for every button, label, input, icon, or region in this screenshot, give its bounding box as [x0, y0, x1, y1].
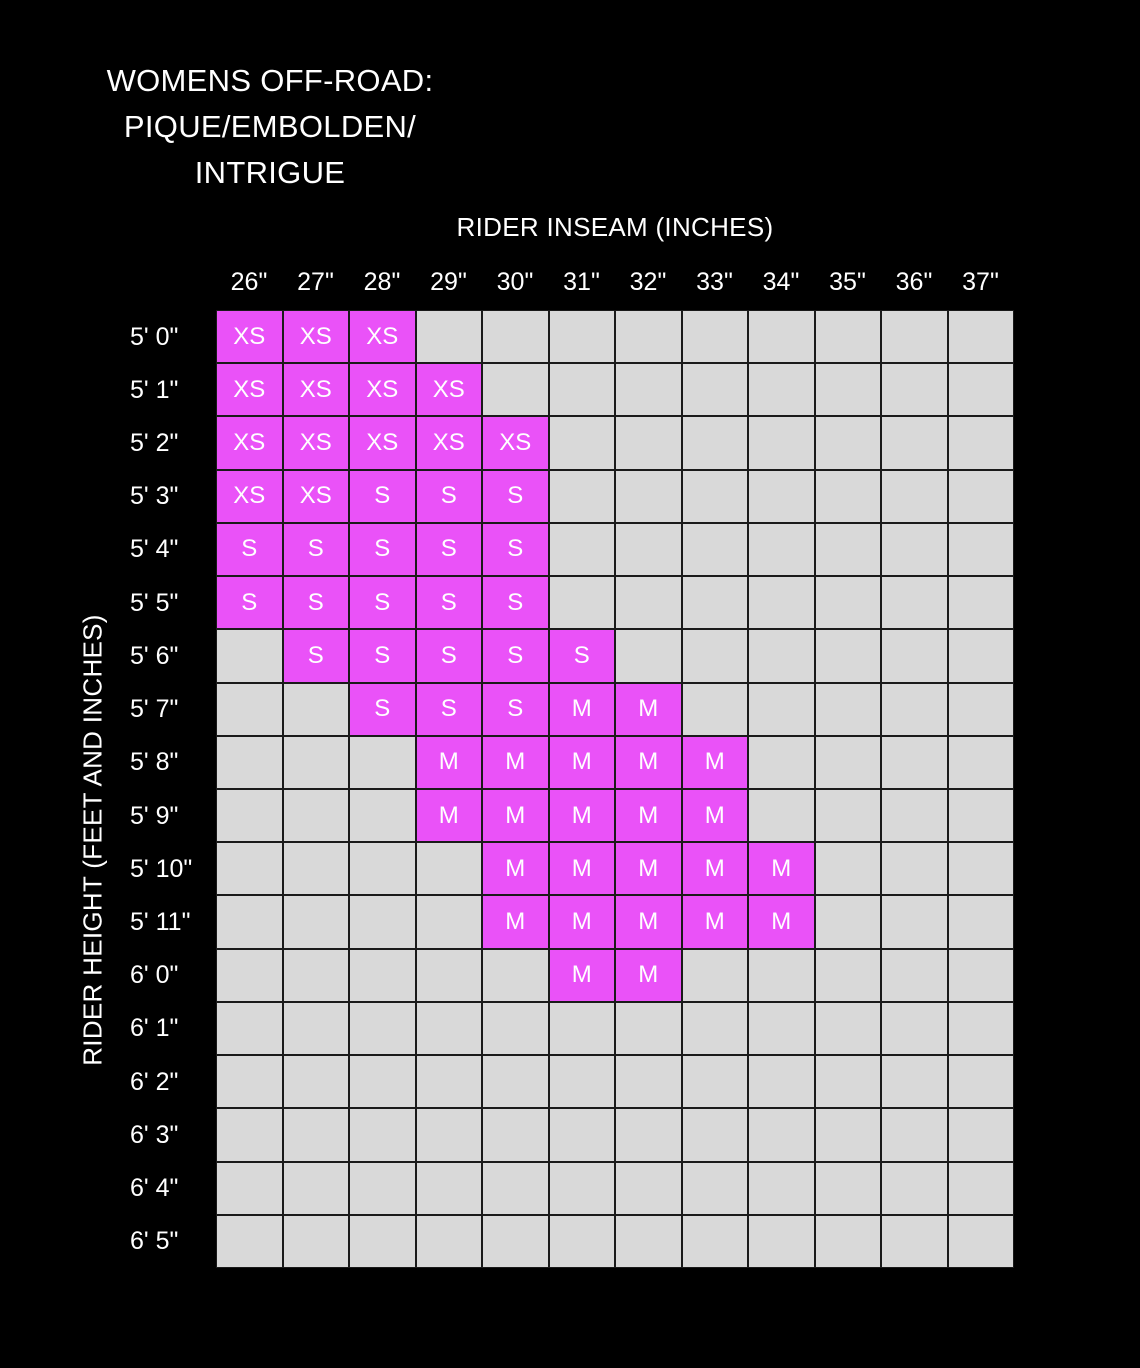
chart-title-line-1: WOMENS OFF-ROAD: — [106, 63, 434, 98]
empty-cell — [216, 1162, 283, 1215]
empty-cell — [748, 736, 815, 789]
empty-cell — [349, 1108, 416, 1161]
size-cell: S — [349, 470, 416, 523]
empty-cell — [881, 1162, 948, 1215]
column-label: 33" — [696, 268, 733, 296]
empty-cell — [349, 1002, 416, 1055]
empty-cell — [748, 1055, 815, 1108]
empty-cell — [416, 1162, 483, 1215]
empty-cell — [549, 1002, 616, 1055]
empty-cell — [349, 1162, 416, 1215]
row-label: 5' 1" — [130, 375, 179, 404]
size-cell: XS — [216, 310, 283, 363]
empty-cell — [349, 949, 416, 1002]
size-cell: S — [416, 629, 483, 682]
empty-cell — [416, 842, 483, 895]
y-axis-title: RIDER HEIGHT (FEET AND INCHES) — [77, 614, 108, 1066]
size-cell: M — [549, 895, 616, 948]
empty-cell — [948, 416, 1015, 469]
size-cell: M — [615, 683, 682, 736]
empty-cell — [416, 310, 483, 363]
row-label: 5' 0" — [130, 322, 179, 351]
empty-cell — [948, 629, 1015, 682]
empty-cell — [482, 1162, 549, 1215]
empty-cell — [283, 736, 350, 789]
row-label: 5' 4" — [130, 535, 179, 564]
empty-cell — [881, 842, 948, 895]
empty-cell — [815, 789, 882, 842]
empty-cell — [815, 1002, 882, 1055]
empty-cell — [748, 1002, 815, 1055]
size-cell: S — [349, 683, 416, 736]
size-cell: S — [482, 470, 549, 523]
column-label: 32" — [629, 268, 667, 296]
empty-cell — [948, 1055, 1015, 1108]
empty-cell — [948, 1215, 1015, 1268]
empty-cell — [815, 523, 882, 576]
empty-cell — [881, 1215, 948, 1268]
row-label: 5' 8" — [130, 748, 179, 777]
empty-cell — [682, 363, 749, 416]
size-cell: M — [682, 842, 749, 895]
empty-cell — [682, 470, 749, 523]
column-label: 28" — [363, 268, 401, 296]
empty-cell — [881, 1108, 948, 1161]
size-cell: M — [549, 736, 616, 789]
empty-cell — [881, 416, 948, 469]
empty-cell — [482, 1002, 549, 1055]
empty-cell — [682, 310, 749, 363]
column-label: 31" — [563, 268, 600, 296]
size-cell: S — [349, 629, 416, 682]
empty-cell — [482, 363, 549, 416]
empty-cell — [216, 683, 283, 736]
column-label: 37" — [962, 268, 999, 296]
size-cell: M — [682, 895, 749, 948]
empty-cell — [615, 416, 682, 469]
size-cell: M — [416, 789, 483, 842]
empty-cell — [615, 310, 682, 363]
size-cell: S — [482, 629, 549, 682]
empty-cell — [283, 842, 350, 895]
empty-cell — [216, 842, 283, 895]
empty-cell — [549, 523, 616, 576]
row-label: 6' 3" — [130, 1120, 179, 1149]
empty-cell — [815, 1162, 882, 1215]
empty-cell — [216, 895, 283, 948]
empty-cell — [881, 629, 948, 682]
empty-cell — [748, 789, 815, 842]
row-label: 5' 3" — [130, 482, 179, 511]
empty-cell — [748, 949, 815, 1002]
empty-cell — [815, 363, 882, 416]
chart-title-line-2: PIQUE/EMBOLDEN/ — [123, 109, 417, 144]
empty-cell — [416, 1215, 483, 1268]
empty-cell — [216, 629, 283, 682]
empty-cell — [416, 949, 483, 1002]
row-label: 6' 1" — [130, 1014, 179, 1043]
empty-cell — [216, 789, 283, 842]
size-cell: S — [482, 683, 549, 736]
size-cell: S — [283, 523, 350, 576]
row-label: 5' 6" — [130, 641, 179, 670]
empty-cell — [416, 1002, 483, 1055]
empty-cell — [748, 470, 815, 523]
empty-cell — [615, 1002, 682, 1055]
size-cell: XS — [283, 416, 350, 469]
size-cell: M — [482, 736, 549, 789]
empty-cell — [748, 416, 815, 469]
empty-cell — [948, 789, 1015, 842]
empty-cell — [549, 1108, 616, 1161]
row-label: 5' 2" — [130, 429, 179, 458]
empty-cell — [549, 310, 616, 363]
empty-cell — [748, 363, 815, 416]
empty-cell — [283, 1108, 350, 1161]
column-label: 30" — [496, 268, 534, 296]
size-cell: M — [615, 895, 682, 948]
empty-cell — [815, 895, 882, 948]
empty-cell — [482, 1055, 549, 1108]
size-cell: XS — [349, 416, 416, 469]
size-cell: M — [549, 842, 616, 895]
empty-cell — [283, 895, 350, 948]
empty-cell — [815, 629, 882, 682]
empty-cell — [748, 683, 815, 736]
size-cell: S — [349, 576, 416, 629]
size-cell: XS — [416, 363, 483, 416]
size-cell: S — [216, 523, 283, 576]
empty-cell — [349, 895, 416, 948]
row-label: 6' 2" — [130, 1067, 179, 1096]
row-label: 6' 5" — [130, 1227, 179, 1256]
empty-cell — [881, 736, 948, 789]
empty-cell — [881, 576, 948, 629]
column-label: 35" — [829, 268, 866, 296]
empty-cell — [682, 523, 749, 576]
size-cell: S — [482, 523, 549, 576]
empty-cell — [748, 1162, 815, 1215]
size-cell: XS — [216, 363, 283, 416]
empty-cell — [349, 842, 416, 895]
row-label: 5' 11" — [130, 908, 191, 937]
size-cell: S — [349, 523, 416, 576]
empty-cell — [815, 470, 882, 523]
empty-cell — [349, 736, 416, 789]
empty-cell — [283, 949, 350, 1002]
empty-cell — [682, 1108, 749, 1161]
empty-cell — [615, 629, 682, 682]
empty-cell — [748, 523, 815, 576]
size-cell: M — [615, 949, 682, 1002]
empty-cell — [881, 1055, 948, 1108]
size-cell: S — [482, 576, 549, 629]
column-label: 29" — [430, 268, 467, 296]
size-cell: S — [416, 523, 483, 576]
empty-cell — [682, 1002, 749, 1055]
size-cell: S — [416, 576, 483, 629]
empty-cell — [549, 1162, 616, 1215]
empty-cell — [482, 1215, 549, 1268]
size-cell: M — [549, 683, 616, 736]
empty-cell — [615, 363, 682, 416]
size-cell: S — [283, 576, 350, 629]
empty-cell — [482, 949, 549, 1002]
empty-cell — [549, 576, 616, 629]
row-label: 5' 7" — [130, 695, 179, 724]
row-label: 5' 10" — [130, 854, 193, 883]
empty-cell — [881, 363, 948, 416]
empty-cell — [216, 1215, 283, 1268]
empty-cell — [682, 416, 749, 469]
empty-cell — [748, 1215, 815, 1268]
empty-cell — [948, 1108, 1015, 1161]
empty-cell — [682, 1055, 749, 1108]
empty-cell — [948, 949, 1015, 1002]
empty-cell — [881, 310, 948, 363]
empty-cell — [615, 523, 682, 576]
empty-cell — [748, 310, 815, 363]
column-label: 27" — [297, 268, 334, 296]
size-cell: S — [549, 629, 616, 682]
empty-cell — [748, 576, 815, 629]
empty-cell — [549, 1215, 616, 1268]
empty-cell — [283, 683, 350, 736]
empty-cell — [948, 1002, 1015, 1055]
empty-cell — [948, 895, 1015, 948]
empty-cell — [615, 1215, 682, 1268]
empty-cell — [549, 470, 616, 523]
size-cell: XS — [283, 470, 350, 523]
empty-cell — [948, 470, 1015, 523]
empty-cell — [881, 895, 948, 948]
size-cell: XS — [349, 310, 416, 363]
empty-cell — [216, 1108, 283, 1161]
empty-cell — [748, 629, 815, 682]
empty-cell — [216, 1002, 283, 1055]
row-label: 5' 9" — [130, 801, 179, 830]
size-cell: M — [748, 842, 815, 895]
row-label: 6' 4" — [130, 1174, 179, 1203]
empty-cell — [615, 576, 682, 629]
row-label: 5' 5" — [130, 588, 179, 617]
row-label: 6' 0" — [130, 961, 179, 990]
chart-title — [60, 58, 480, 196]
column-label: 34" — [762, 268, 800, 296]
empty-cell — [216, 736, 283, 789]
empty-cell — [948, 523, 1015, 576]
empty-cell — [948, 842, 1015, 895]
size-cell: M — [416, 736, 483, 789]
size-cell: S — [416, 470, 483, 523]
empty-cell — [549, 416, 616, 469]
empty-cell — [881, 523, 948, 576]
empty-cell — [615, 1162, 682, 1215]
empty-cell — [615, 470, 682, 523]
empty-cell — [948, 683, 1015, 736]
empty-cell — [549, 363, 616, 416]
size-cell: M — [482, 842, 549, 895]
empty-cell — [682, 1162, 749, 1215]
size-cell: S — [416, 683, 483, 736]
empty-cell — [615, 1108, 682, 1161]
size-grid — [216, 310, 1014, 1268]
size-cell: XS — [216, 416, 283, 469]
empty-cell — [682, 683, 749, 736]
size-cell: M — [549, 789, 616, 842]
empty-cell — [283, 789, 350, 842]
empty-cell — [416, 1108, 483, 1161]
size-cell: M — [682, 789, 749, 842]
empty-cell — [881, 949, 948, 1002]
empty-cell — [283, 1162, 350, 1215]
column-label: 36" — [895, 268, 933, 296]
empty-cell — [948, 310, 1015, 363]
size-cell: XS — [216, 470, 283, 523]
size-cell: S — [216, 576, 283, 629]
empty-cell — [682, 949, 749, 1002]
empty-cell — [815, 310, 882, 363]
size-cell: XS — [283, 310, 350, 363]
empty-cell — [216, 949, 283, 1002]
empty-cell — [482, 1108, 549, 1161]
empty-cell — [283, 1215, 350, 1268]
empty-cell — [815, 1055, 882, 1108]
empty-cell — [948, 363, 1015, 416]
empty-cell — [283, 1055, 350, 1108]
empty-cell — [283, 1002, 350, 1055]
empty-cell — [349, 1055, 416, 1108]
empty-cell — [815, 576, 882, 629]
x-axis-title: RIDER INSEAM (INCHES) — [456, 212, 774, 242]
empty-cell — [881, 683, 948, 736]
empty-cell — [482, 310, 549, 363]
empty-cell — [881, 1002, 948, 1055]
empty-cell — [948, 1162, 1015, 1215]
empty-cell — [682, 629, 749, 682]
empty-cell — [881, 470, 948, 523]
chart-title-line-3: INTRIGUE — [194, 155, 346, 190]
size-cell: M — [549, 949, 616, 1002]
empty-cell — [416, 1055, 483, 1108]
empty-cell — [349, 789, 416, 842]
empty-cell — [815, 842, 882, 895]
empty-cell — [815, 1215, 882, 1268]
empty-cell — [349, 1215, 416, 1268]
size-cell: M — [748, 895, 815, 948]
size-cell: M — [482, 895, 549, 948]
empty-cell — [948, 576, 1015, 629]
size-cell: M — [682, 736, 749, 789]
empty-cell — [948, 736, 1015, 789]
size-cell: M — [615, 789, 682, 842]
empty-cell — [815, 949, 882, 1002]
empty-cell — [881, 789, 948, 842]
column-label: 26" — [230, 268, 268, 296]
empty-cell — [416, 895, 483, 948]
empty-cell — [682, 576, 749, 629]
empty-cell — [815, 736, 882, 789]
empty-cell — [815, 1108, 882, 1161]
empty-cell — [748, 1108, 815, 1161]
size-cell: M — [615, 842, 682, 895]
empty-cell — [815, 416, 882, 469]
empty-cell — [615, 1055, 682, 1108]
size-cell: XS — [482, 416, 549, 469]
size-cell: S — [283, 629, 350, 682]
empty-cell — [549, 1055, 616, 1108]
size-cell: XS — [416, 416, 483, 469]
size-cell: M — [615, 736, 682, 789]
empty-cell — [216, 1055, 283, 1108]
size-cell: M — [482, 789, 549, 842]
size-cell: XS — [349, 363, 416, 416]
empty-cell — [815, 683, 882, 736]
empty-cell — [682, 1215, 749, 1268]
size-cell: XS — [283, 363, 350, 416]
